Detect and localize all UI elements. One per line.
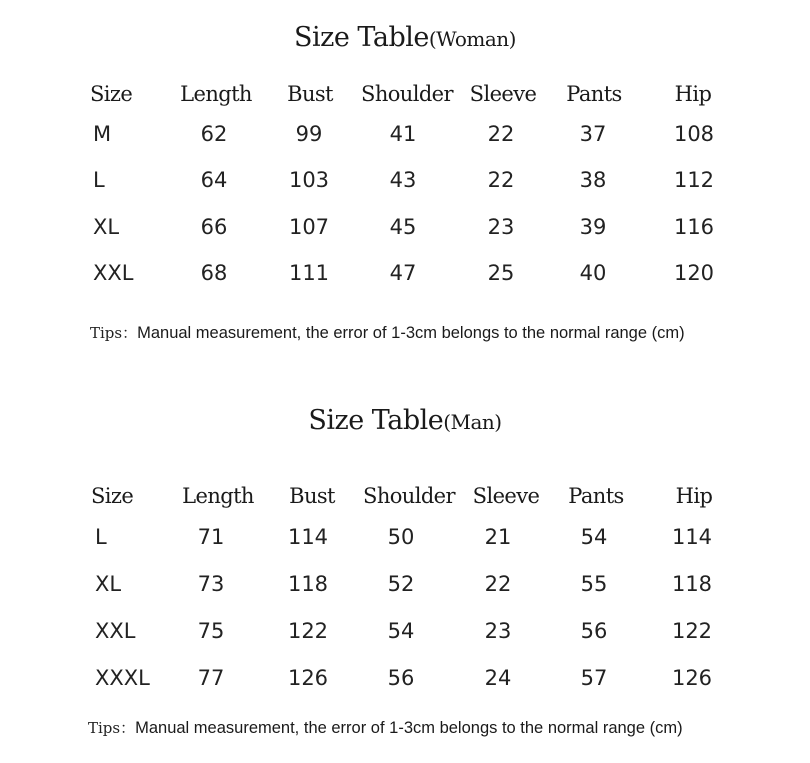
woman-header-bust: Bust — [287, 82, 333, 106]
woman-cell-size: M — [93, 122, 112, 146]
woman-cell-size: XL — [93, 215, 120, 239]
woman-cell-length: 66 — [200, 215, 228, 239]
woman-header-size: Size — [90, 82, 133, 106]
man-tips-note — [88, 717, 683, 738]
man-cell-pants: 55 — [580, 572, 608, 596]
man-cell-bust: 114 — [287, 525, 329, 549]
woman-header-length: Length — [180, 82, 252, 106]
man-header-pants: Pants — [568, 484, 624, 508]
woman-cell-bust: 103 — [288, 168, 330, 192]
man-cell-hip: 122 — [671, 619, 713, 643]
woman-cell-shoulder: 41 — [389, 122, 417, 146]
man-cell-sleeve: 24 — [484, 666, 512, 690]
man-cell-length: 71 — [197, 525, 225, 549]
man-cell-bust: 118 — [287, 572, 329, 596]
man-cell-sleeve: 21 — [484, 525, 512, 549]
man-cell-pants: 57 — [580, 666, 608, 690]
woman-cell-shoulder: 47 — [389, 261, 417, 285]
woman-header-shoulder: Shoulder — [361, 82, 453, 106]
woman-size-table-title — [0, 22, 810, 53]
man-cell-hip: 118 — [671, 572, 713, 596]
man-cell-hip: 114 — [671, 525, 713, 549]
man-tips-text: Manual measurement, the error of 1-3cm belongs to the normal range (cm) — [135, 719, 683, 737]
man-header-row — [0, 484, 810, 514]
woman-cell-hip: 116 — [673, 215, 715, 239]
man-title-sub: (Man) — [443, 410, 502, 434]
woman-cell-size: L — [93, 168, 105, 192]
man-cell-bust: 126 — [287, 666, 329, 690]
man-cell-pants: 54 — [580, 525, 608, 549]
woman-header-hip: Hip — [674, 82, 712, 106]
man-cell-shoulder: 56 — [387, 666, 415, 690]
man-header-size: Size — [91, 484, 134, 508]
man-cell-length: 73 — [197, 572, 225, 596]
woman-cell-size: XXL — [93, 261, 134, 285]
table-row — [0, 666, 810, 696]
table-row — [0, 261, 810, 291]
woman-tips-text: Manual measurement, the error of 1-3cm belongs to the normal range (cm) — [137, 324, 685, 342]
woman-cell-length: 64 — [200, 168, 228, 192]
man-cell-hip: 126 — [671, 666, 713, 690]
man-tips-label: Tips： — [88, 719, 136, 737]
woman-cell-hip: 120 — [673, 261, 715, 285]
woman-cell-hip: 108 — [673, 122, 715, 146]
woman-cell-hip: 112 — [673, 168, 715, 192]
man-cell-bust: 122 — [287, 619, 329, 643]
man-cell-size: XXL — [95, 619, 136, 643]
woman-cell-length: 62 — [200, 122, 228, 146]
man-size-table-title — [0, 405, 810, 436]
woman-cell-shoulder: 45 — [389, 215, 417, 239]
man-cell-length: 75 — [197, 619, 225, 643]
woman-header-sleeve: Sleeve — [469, 82, 537, 106]
woman-cell-pants: 38 — [579, 168, 607, 192]
man-cell-shoulder: 54 — [387, 619, 415, 643]
table-row — [0, 572, 810, 602]
woman-cell-bust: 107 — [288, 215, 330, 239]
table-row — [0, 122, 810, 152]
woman-cell-sleeve: 23 — [487, 215, 515, 239]
man-cell-length: 77 — [197, 666, 225, 690]
woman-cell-bust: 99 — [295, 122, 323, 146]
man-header-length: Length — [182, 484, 254, 508]
woman-cell-bust: 111 — [288, 261, 330, 285]
man-cell-sleeve: 22 — [484, 572, 512, 596]
man-cell-size: XL — [95, 572, 122, 596]
man-header-shoulder: Shoulder — [363, 484, 455, 508]
table-row — [0, 525, 810, 555]
man-header-hip: Hip — [675, 484, 713, 508]
woman-cell-sleeve: 25 — [487, 261, 515, 285]
woman-cell-sleeve: 22 — [487, 122, 515, 146]
man-cell-size: XXXL — [95, 666, 150, 690]
man-header-sleeve: Sleeve — [472, 484, 540, 508]
table-row — [0, 215, 810, 245]
woman-cell-length: 68 — [200, 261, 228, 285]
woman-title-sub: (Woman) — [428, 27, 516, 51]
man-cell-shoulder: 50 — [387, 525, 415, 549]
woman-header-row — [0, 82, 810, 112]
man-cell-sleeve: 23 — [484, 619, 512, 643]
woman-cell-sleeve: 22 — [487, 168, 515, 192]
woman-cell-shoulder: 43 — [389, 168, 417, 192]
table-row — [0, 619, 810, 649]
man-cell-size: L — [95, 525, 107, 549]
woman-cell-pants: 37 — [579, 122, 607, 146]
man-cell-shoulder: 52 — [387, 572, 415, 596]
woman-cell-pants: 39 — [579, 215, 607, 239]
man-header-bust: Bust — [289, 484, 335, 508]
woman-tips-label: Tips： — [90, 324, 138, 342]
woman-cell-pants: 40 — [579, 261, 607, 285]
table-row — [0, 168, 810, 198]
man-title-main: Size Table — [308, 405, 444, 436]
woman-title-main: Size Table — [294, 22, 429, 53]
man-cell-pants: 56 — [580, 619, 608, 643]
woman-tips-note — [90, 322, 685, 343]
woman-header-pants: Pants — [566, 82, 622, 106]
